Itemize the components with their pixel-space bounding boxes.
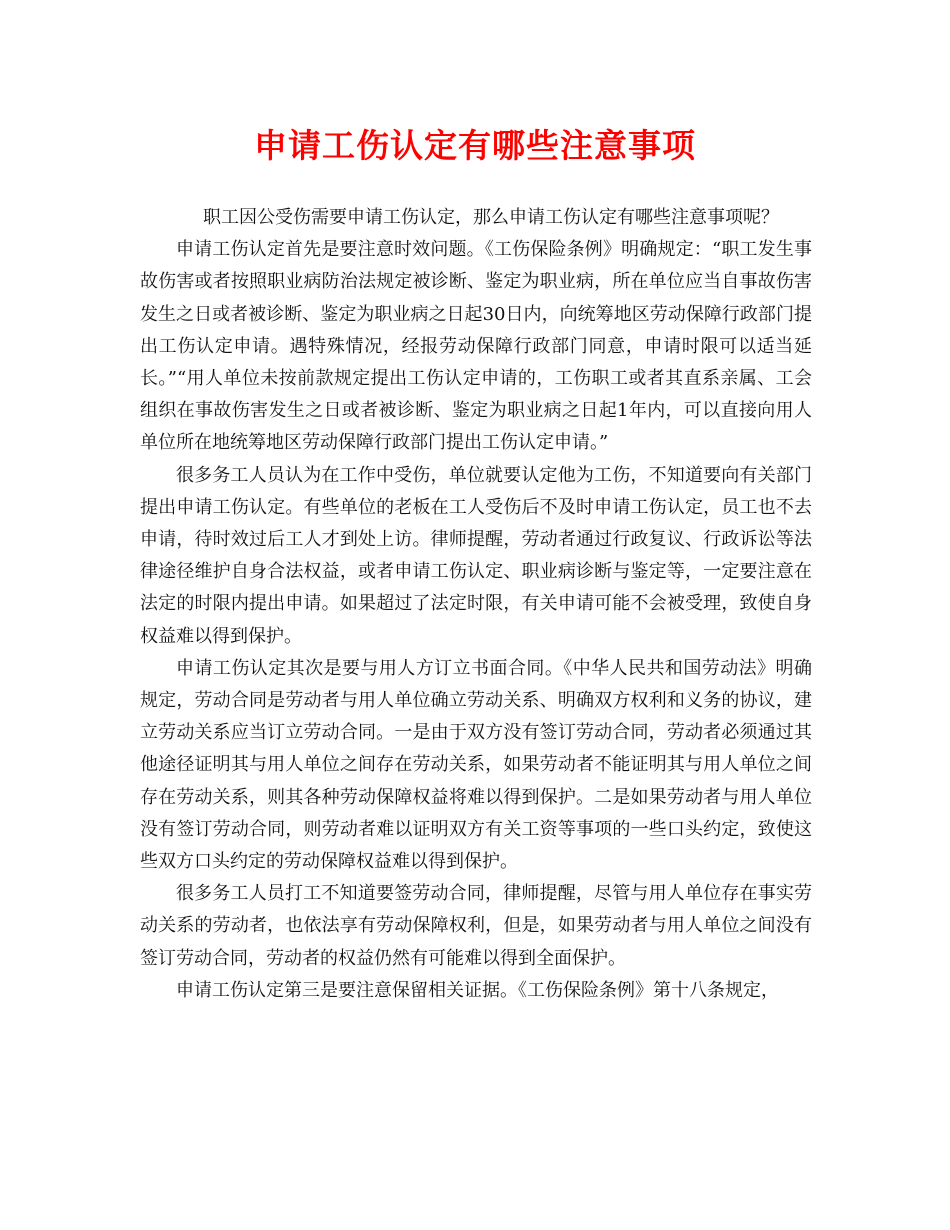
document-title: 申请工伤认定有哪些注意事项	[254, 126, 696, 165]
paragraph-written-contract: 申请工伤认定其次是要与用人方订立书面合同。《中华人民共和国劳动法》明确规定，劳动合同是劳动者与用人单位确立劳动关系、明确双方权利和义务的协议，建立劳动关系应当订立劳动合同。一是由于双方没有签订劳动合同，劳动者必须通过其他途径证明其与用人单位之间存在劳动关系，如果劳动者不能证明其与用人单位之间存在劳动关系，则其各种劳动保障权益将难以得到保护。二是如果劳动者与用人单位没有签订劳动合同，则劳动者难以证明双方有关工资等事项的一些口头约定，致使这些双方口头约定的劳动保障权益难以得到保护。	[140, 657, 812, 873]
paragraph-evidence: 申请工伤认定第三是要注意保留相关证据。《工伤保险条例》第十八条规定，	[176, 979, 779, 1001]
paragraph-intro: 职工因公受伤需要申请工伤认定，那么申请工伤认定有哪些注意事项呢？	[203, 207, 779, 228]
document-body	[140, 202, 812, 1007]
paragraph-time-limit: 申请工伤认定首先是要注意时效问题。《工伤保险条例》明确规定：“职工发生事故伤害或者按照职业病防治法规定被诊断、鉴定为职业病，所在单位应当自事故伤害发生之日或者被诊断、鉴定为职业病之日起30日内，向统筹地区劳动保障行政部门提出工伤认定申请。遇特殊情况，经报劳动保障行政部门同意，申请时限可以适当延长。”“用人单位未按前款规定提出工伤认定申请的，工伤职工或者其直系亲属、工会组织在事故伤害发生之日或者被诊断、鉴定为职业病之日起1年内，可以直接向用人单位所在地统筹地区劳动保障行政部门提出工伤认定申请。”	[140, 239, 812, 454]
paragraph-workers-unaware: 很多务工人员认为在工作中受伤，单位就要认定他为工伤，不知道要向有关部门提出申请工伤认定。有些单位的老板在工人受伤后不及时申请工伤认定，员工也不去申请，待时效过后工人才到处上访。律师提醒，劳动者通过行政复议、行政诉讼等法律途径维护自身合法权益，或者申请工伤认定、职业病诊断与鉴定等，一定要注意在法定的时限内提出申请。如果超过了法定时限，有关申请可能不会被受理，致使自身权益难以得到保护。	[140, 464, 812, 647]
paragraph-contract-advice: 很多务工人员打工不知道要签劳动合同，律师提醒，尽管与用人单位存在事实劳动关系的劳动者，也依法享有劳动保障权利，但是，如果劳动者与用人单位之间没有签订劳动合同，劳动者的权益仍然有可能难以得到全面保护。	[140, 883, 812, 969]
